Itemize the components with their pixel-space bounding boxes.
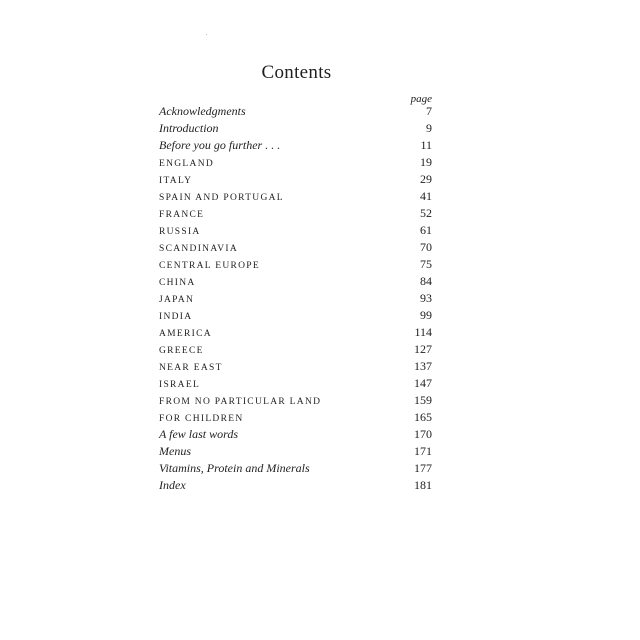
toc-entry (159, 138, 432, 155)
toc-entry-label: NEAR EAST (159, 363, 223, 373)
toc-entry (159, 325, 432, 342)
toc-entry-label: CHINA (159, 278, 196, 288)
toc-entry-label: GREECE (159, 346, 204, 356)
toc-entry (159, 155, 432, 172)
toc-entry (159, 393, 432, 410)
page-column-header: page (410, 93, 432, 105)
toc-entry (159, 189, 432, 206)
toc-entry-page: 171 (414, 444, 432, 458)
toc-entry-page: 137 (414, 359, 432, 373)
toc-entry-label: Before you go further . . . (159, 138, 281, 152)
scan-speck (206, 34, 207, 35)
toc-entry-label: INDIA (159, 312, 193, 322)
toc-entry-label: FROM NO PARTICULAR LAND (159, 397, 322, 407)
toc-entry-label: ITALY (159, 176, 193, 186)
toc-entry-label: ENGLAND (159, 159, 215, 169)
toc-entry-page: 11 (420, 138, 432, 152)
toc-entry-page: 19 (420, 155, 432, 169)
toc-entry (159, 308, 432, 325)
toc-entry-page: 75 (420, 257, 432, 271)
toc-entry-label: SPAIN AND PORTUGAL (159, 193, 284, 203)
toc-entry (159, 359, 432, 376)
toc-entry-page: 84 (420, 274, 432, 288)
toc-entry-page: 29 (420, 172, 432, 186)
toc-entry (159, 104, 432, 121)
page-title: Contents (261, 62, 332, 83)
toc-entry-page: 170 (414, 427, 432, 441)
toc-entry (159, 342, 432, 359)
toc-entry-page: 127 (414, 342, 432, 356)
table-of-contents (159, 104, 432, 495)
toc-entry-label: Acknowledgments (159, 104, 246, 118)
toc-entry-page: 9 (426, 121, 432, 135)
toc-entry-page: 177 (414, 461, 432, 475)
toc-entry (159, 410, 432, 427)
toc-entry-label: Introduction (159, 121, 219, 135)
toc-entry-label: Index (159, 478, 186, 492)
toc-entry (159, 121, 432, 138)
toc-entry (159, 427, 432, 444)
toc-entry-page: 114 (414, 325, 432, 339)
toc-entry-label: SCANDINAVIA (159, 244, 239, 254)
toc-entry (159, 478, 432, 495)
toc-entry (159, 376, 432, 393)
toc-entry-page: 165 (414, 410, 432, 424)
toc-entry-label: ISRAEL (159, 380, 201, 390)
toc-entry (159, 444, 432, 461)
toc-entry (159, 240, 432, 257)
toc-entry-label: A few last words (159, 427, 239, 441)
toc-entry (159, 223, 432, 240)
toc-entry (159, 257, 432, 274)
toc-entry-page: 61 (420, 223, 432, 237)
toc-entry (159, 291, 432, 308)
toc-entry-label: JAPAN (159, 295, 195, 305)
toc-entry-label: RUSSIA (159, 227, 201, 237)
toc-entry-page: 147 (414, 376, 432, 390)
toc-entry (159, 274, 432, 291)
toc-entry-label: FRANCE (159, 210, 205, 220)
toc-entry-label: Vitamins, Protein and Minerals (159, 461, 310, 475)
toc-entry-page: 159 (414, 393, 432, 407)
toc-entry-label: FOR CHILDREN (159, 414, 244, 424)
toc-entry (159, 172, 432, 189)
toc-entry-page: 52 (420, 206, 432, 220)
toc-entry-label: Menus (159, 444, 191, 458)
toc-entry (159, 461, 432, 478)
toc-entry-page: 7 (426, 104, 432, 118)
toc-entry-page: 70 (420, 240, 432, 254)
toc-entry (159, 206, 432, 223)
toc-entry-label: CENTRAL EUROPE (159, 261, 260, 271)
toc-entry-page: 41 (420, 189, 432, 203)
toc-entry-page: 93 (420, 291, 432, 305)
toc-entry-page: 181 (414, 478, 432, 492)
toc-entry-page: 99 (420, 308, 432, 322)
toc-entry-label: AMERICA (159, 329, 212, 339)
